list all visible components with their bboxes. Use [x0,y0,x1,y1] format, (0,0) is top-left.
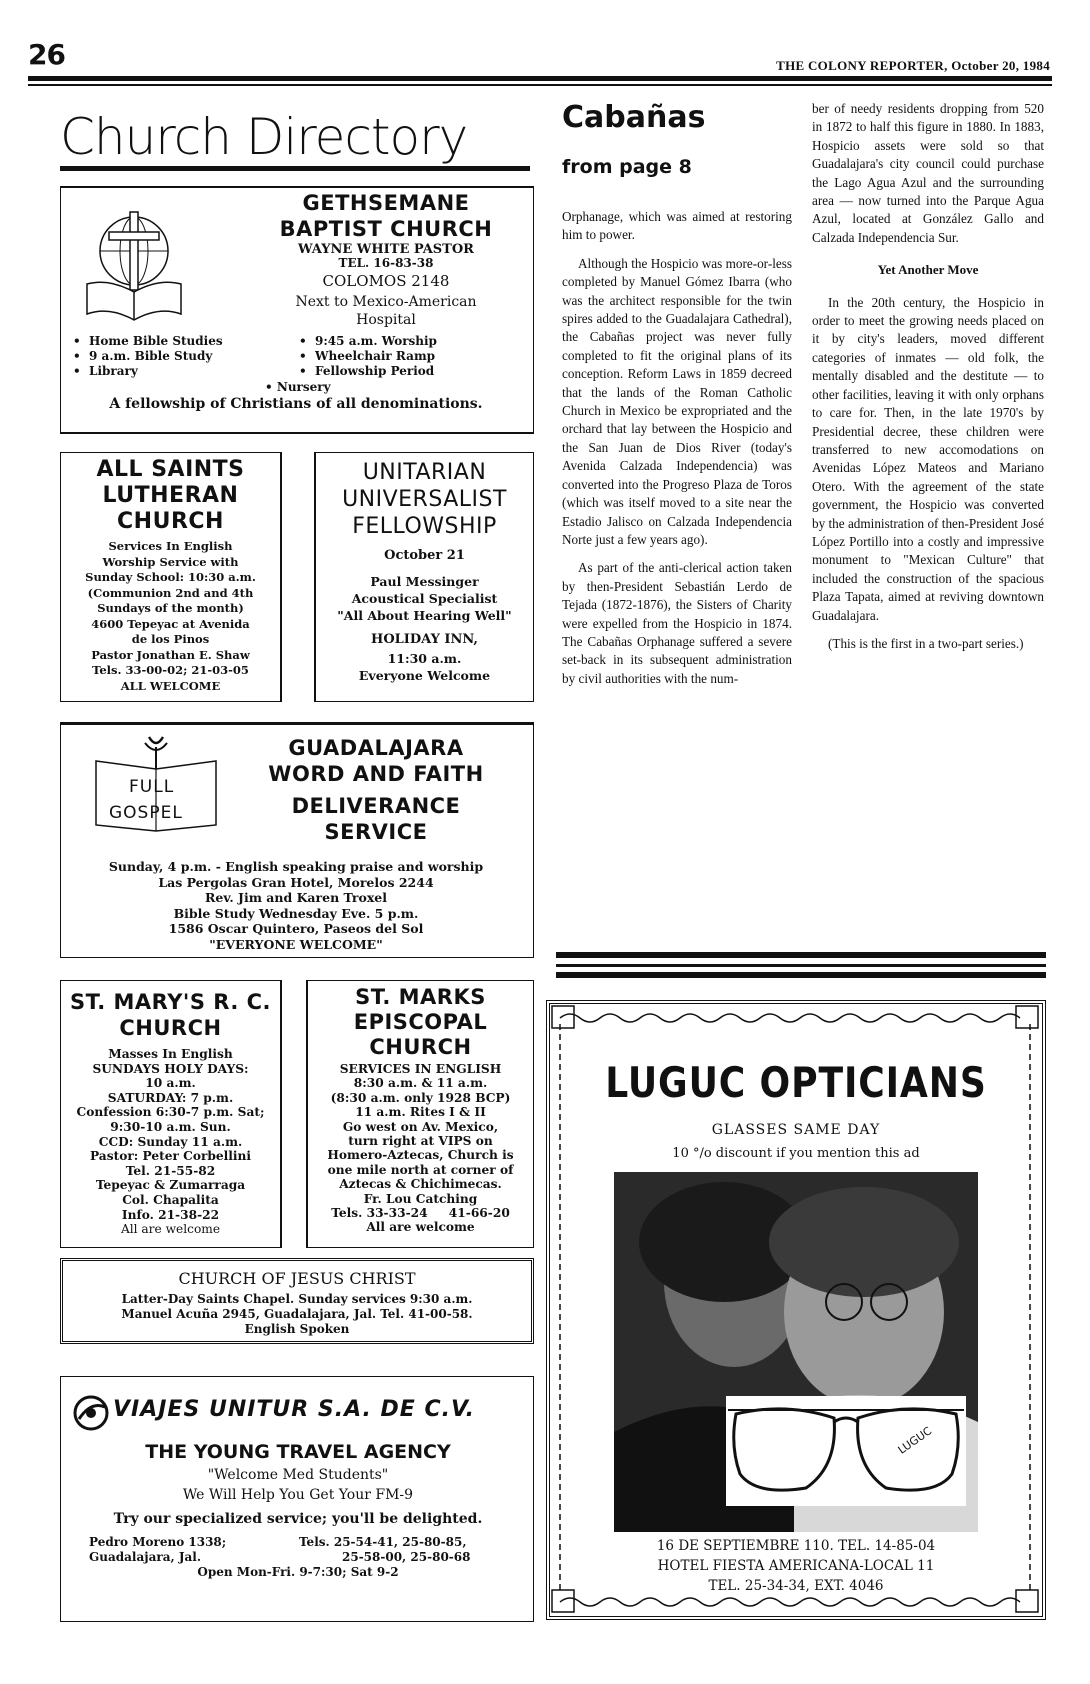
guadalajara-name-1: GUADALAJARA [288,736,464,760]
list-item: • 9:45 a.m. Worship [299,334,437,348]
article-bottom-rule-2 [556,964,1046,967]
st-marks-ad [306,980,534,1248]
viajes-try: Try our specialized service; you'll be delighted. [113,1511,483,1527]
directory-title: Church Directory [60,108,468,166]
unitarian-venue: HOLIDAY INN, [371,632,478,647]
guadalajara-name-2: WORD AND FAITH [268,762,484,786]
viajes-ad [60,1376,534,1622]
jesus-christ-details: Latter-Day Saints Chapel. Sunday services 9:30 a.m. Manuel Acuña 2945, Guadalajara, Jal. Tel. 41-00-58. English Spoken [121,1292,473,1336]
full-gospel-line-1: FULL [129,777,175,797]
eyeglasses-icon [726,1396,966,1506]
full-gospel-line-2: GOSPEL [109,803,183,823]
lens-brand: LUGUC [895,1424,935,1457]
header-rule [28,76,1052,81]
article-bottom-rule-3 [556,972,1046,978]
list-item: • Wheelchair Ramp [299,349,436,363]
jesus-christ-title: CHURCH OF JESUS CHRIST [178,1269,416,1288]
unitarian-details: Paul Messinger Acoustical Specialist "All About Hearing Well" [337,574,512,623]
luguc-title: LUGUC OPTICIANS [605,1058,987,1107]
article-column-1 [562,208,792,698]
luguc-discount: 10 °/o discount if you mention this ad [672,1146,920,1161]
viajes-address: Pedro Moreno 1338; Guadalajara, Jal. [89,1535,227,1564]
article-column-2 [812,100,1044,663]
list-item: • Library [73,364,138,378]
page-number: 26 [28,38,65,71]
luguc-address-1: 16 DE SEPTIEMBRE 110. TEL. 14-85-04 [656,1538,936,1554]
cross-bible-icon [79,206,189,326]
header-rule-thin [28,84,1052,86]
luguc-sub: GLASSES SAME DAY [711,1122,881,1138]
unitarian-time: 11:30 a.m. [387,651,462,666]
gethsemane-address: COLOMOS 2148 [322,272,450,290]
luguc-ad [546,1000,1046,1620]
list-item: • 9 a.m. Bible Study [73,349,213,363]
gethsemane-name-1: GETHSEMANE [302,191,470,215]
jesus-christ-ad [60,1258,534,1344]
article-title: Cabañas [562,100,706,135]
gethsemane-fellowship: A fellowship of Christians of all denominations. [109,396,483,412]
st-marys-ad [60,980,282,1248]
gethsemane-near-2: Hospital [356,312,416,328]
page-header: THE COLONY REPORTER, October 20, 1984 [776,58,1050,73]
directory-title-rule [60,166,530,171]
viajes-tels: Tels. 25-54-41, 25-80-85, 25-58-00, 25-80-68 [299,1535,471,1564]
gethsemane-pastor: WAYNE WHITE PASTOR [298,242,474,257]
all-saints-ad [60,452,282,702]
article-subtitle: from page 8 [562,156,692,178]
luguc-address-2: HOTEL FIESTA AMERICANA-LOCAL 11 [657,1558,935,1574]
gethsemane-tel: TEL. 16-83-38 [338,256,434,270]
luguc-address-3: TEL. 25-34-34, EXT. 4046 [708,1578,884,1594]
article-paragraph: ber of needy residents dropping from 520 in 1872 to half this figure in 1880. In 1883, Hospicio assets were sold so that Guadalajara's city council could purchase the Lago Agua Azul and the surrounding area — now turned into the Parque Agua Azul, located at González Gallo and Calzada Independencia Sur. [812,101,1044,245]
unitarian-ad [314,452,534,702]
st-marys-details: Masses In English SUNDAYS HOLY DAYS: 10 a.m. SATURDAY: 7 p.m. Confession 6:30-7 p.m. Sat; 9:30-10 a.m. Sun. CCD: Sunday 11 a.m. Pastor: Peter Corbellini Tel. 21-55-82 Tepeyac & Zumarraga Col. Chapalita Info. 21-38-22 All are welcome [76,1047,265,1237]
article-paragraph: Although the Hospicio was more-or-less completed by Manuel Gómez Ibarra (who was the architect responsible for the twin spires added to the Guadalajara Cathedral), the Cabañas project was never fully completed to fit the original plans of its conception. Reform Laws in 1859 decreed that the lands of the Roman Catholic Church in Mexico be expropriated and the orchard that lay between the Hospicio and the San Juan de Dios River (today's Avenida Calzada Independencia) was converted into the Progreso Plaza de Toros (which was itself moved to a site near the Estadio Jalisco on Calzada Independencia Norte just a few years ago). [562,255,792,547]
article-note: (This is the first in a two-part series.) [828,635,1024,651]
list-item: • Fellowship Period [299,364,435,378]
guadalajara-name-4: SERVICE [324,820,428,844]
article-subhead: Yet Another Move [877,262,979,278]
gethsemane-right-list [299,334,519,379]
article-bottom-rule [556,952,1046,958]
gethsemane-ad [60,186,534,434]
gethsemane-name-2: BAPTIST CHURCH [279,217,493,241]
all-saints-details: Services In English Worship Service with Sunday School: 10:30 a.m. (Communion 2nd and 4th Sundays of the month) 4600 Tepeyac at Avenida de los Pinos Pastor Jonathan E. Shaw Tels. 33-00-02; 21-03-05 ALL WELCOME [85,539,256,693]
article-paragraph: In the 20th century, the Hospicio in order to meet the growing needs placed on it by city's leaders, moved different categories of inmates — old folk, the mentally disabled and the destitute — to other facilities, leaving it with only orphans to care for. Then, in the late 1970's by Presidential decree, these children were transferred to new accomodations on Avenidas López Mateos and Mariano Otero. With the agreement of the state government, the Hospicio was converted by the administration of then-President José López Portillo into a costly and impressive monument to "Mexican Culture" that included the construction of the spacious Plaza Tapata, aimed at reviving downtown Guadalajara. [812,294,1044,623]
st-marks-details: SERVICES IN ENGLISH 8:30 a.m. & 11 a.m. (8:30 a.m. only 1928 BCP) 11 a.m. Rites I & II Go west on Av. Mexico, turn right at VIPS on Homero-Aztecas, Church is one mile north at corner of Aztecas & Chichimecas. Fr. Lou Catching Tels. 33-33-24 41-66-20 All are welcome [327,1062,514,1235]
st-marys-name: ST. MARY'S R. C. CHURCH [69,990,272,1040]
gethsemane-left-list [73,334,283,379]
viajes-hours: Open Mon-Fri. 9-7:30; Sat 9-2 [197,1565,399,1579]
viajes-welcome: "Welcome Med Students" [207,1467,389,1483]
gethsemane-near-1: Next to Mexico-American [295,294,477,310]
unitarian-welcome: Everyone Welcome [358,668,491,683]
viajes-logo: VIAJES UNITUR S.A. DE C.V. [113,1397,475,1422]
guadalajara-ad [60,722,534,958]
gethsemane-nursery: • Nursery [265,380,331,394]
article-paragraph: As part of the anti-clerical action taken by then-President Sebastián Lerdo de Tejada (1872-1876), the Sisters of Charity were expelled from the Hospicio in 1874. The Cabañas Orphanage suffered a severe set-back in its subsequent administration by civil authorities with the num- [562,560,792,686]
viajes-help: We Will Help You Get Your FM-9 [182,1487,414,1503]
unitarian-date: October 21 [384,548,465,563]
list-item: • Home Bible Studies [73,334,223,348]
article-paragraph: Orphanage, which was aimed at restoring him to power. [562,209,792,243]
guadalajara-details: Sunday, 4 p.m. - English speaking praise and worship Las Pergolas Gran Hotel, Morelos 2244 Rev. Jim and Karen Troxel Bible Study Wednesday Eve. 5 p.m. 1586 Oscar Quintero, Paseos del Sol "EVERYONE WELCOME" [108,859,484,952]
unitarian-name: UNITARIAN UNIVERSALIST FELLOWSHIP [342,460,507,539]
st-marks-name: ST. MARKS EPISCOPAL CHURCH [353,985,488,1059]
viajes-title: THE YOUNG TRAVEL AGENCY [145,1441,451,1463]
guadalajara-name-3: DELIVERANCE [291,794,461,818]
all-saints-name: ALL SAINTS LUTHERAN CHURCH [96,457,245,534]
viajes-globe-icon [71,1393,111,1433]
